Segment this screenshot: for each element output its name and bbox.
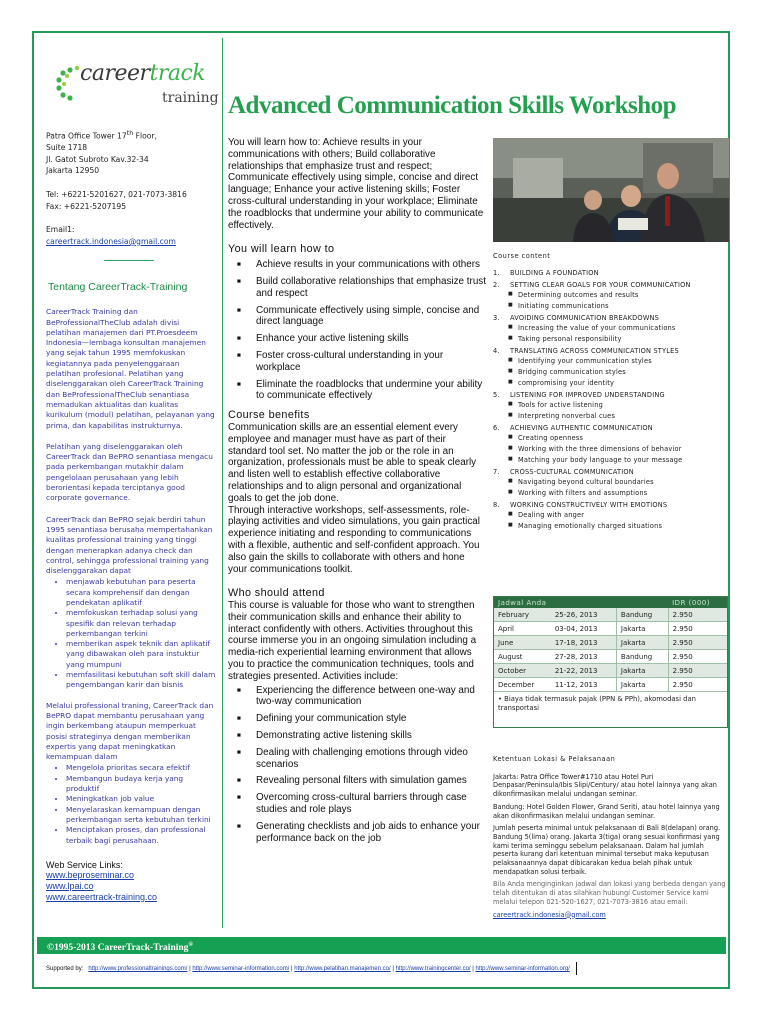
list-item: ■ Initiating communications (493, 302, 727, 310)
who-heading: Who should attend (228, 587, 325, 600)
location-email-link[interactable]: careertrack.indonesia@gmail.com (493, 910, 606, 919)
list-item: ■ Working with filters and assumptions (493, 489, 727, 497)
intro-paragraph: You will learn how to: Achieve results in your communications with others; Build collaborative relationships that emphasize trust and respect; Communicate effectively using simple, concise and direct language; Enhance your active listening skills; Foster cross-cultural understanding in your workplace; Eliminate the roadblocks that undermine your ability to communicate effectively. (228, 137, 484, 231)
schedule-note: • Biaya tidak termasuk pajak (PPN & PPh), akomodasi dan transportasi (494, 692, 727, 727)
module-item: 1. BUILDING A FOUNDATION (493, 269, 599, 277)
list-item: ■ Identifying your communication styles (493, 357, 727, 365)
list-item: ■ Demonstrating active listening skills (256, 730, 486, 742)
list-item: • memfokuskan terhadap solusi yang spesifik dan relevan terhadap perkembangan terkini (66, 608, 216, 639)
learn-list (228, 259, 486, 402)
divider (104, 260, 154, 261)
main-column (228, 137, 486, 849)
supporter-link[interactable]: http://www.seminar-information.org/ (475, 966, 570, 973)
who-paragraph: This course is valuable for those who want to strengthen their communication skills and enhance their ability to interact confidently with others. Activities throughout this course immerse you in an ongoing simulation including a media-rich experiential learning environment that allows you to practice the communication techniques, tools and strategies presented. Activities include: (228, 600, 477, 682)
list-item: ■ Generating checklists and job aids to enhance your performance back on the job (256, 821, 486, 845)
list-item: ■ Eliminate the roadblocks that undermine your ability to communicate effectively (256, 379, 486, 403)
table-row: April 03-04, 2013 Jakarta 2.950 (494, 622, 727, 636)
list-item: ■ Navigating beyond cultural boundaries (493, 478, 727, 486)
list-item: • memfasilitasi kebutuhan soft skill dalam pengembangan karir dan bisnis (66, 670, 216, 691)
left-column (46, 52, 219, 903)
list-item: ■ Enhance your active listening skills (256, 333, 486, 345)
list-item: ■ Dealing with challenging emotions through video scenarios (256, 747, 486, 771)
list-item: ■ Creating openness (493, 434, 727, 442)
list-item: • menjawab kebutuhan para peserta secara komprehensif dan dengan pendekatan aplikatif (66, 577, 216, 608)
about-list-1 (46, 577, 216, 690)
list-item: • Mengelola prioritas secara efektif (66, 763, 216, 773)
supporter-link[interactable]: http://www.seminar-information.com/ (192, 966, 290, 973)
column-divider (222, 38, 223, 928)
phone-line: Tel: +6221-5201627, 021-7073-3816 (46, 189, 187, 199)
link-careertrack[interactable]: www.careertrack-training.co (46, 891, 158, 902)
links-heading: Web Service Links: (46, 859, 123, 870)
list-item: ■ Increasing the value of your communications (493, 324, 727, 332)
list-item: • Membangun budaya kerja yang produktif (66, 774, 216, 795)
location-heading: Ketentuan Lokasi & Pelaksanaan (493, 755, 616, 763)
module-item: 7. CROSS-CULTURAL COMMUNICATION ■ Navigating beyond cultural boundaries ■ Working with filters and assumptions (493, 468, 727, 497)
table-row: December 11-12, 2013 Jakarta 2.950 (494, 678, 727, 692)
benefits-heading: Course benefits (228, 409, 310, 422)
module-item: 2. SETTING CLEAR GOALS FOR YOUR COMMUNICATION ■ Determining outcomes and results ■ Initiating communications (493, 281, 727, 310)
table-row: October 21-22, 2013 Jakarta 2.950 (494, 664, 727, 678)
list-item: ■ Foster cross-cultural understanding in your workplace (256, 350, 486, 374)
module-list (493, 269, 727, 530)
list-item: ■ Experiencing the difference between one-way and two-way communication (256, 685, 486, 709)
contact-address: Patra Office Tower 17th Floor, Suite 1718 Jl. Gatot Subroto Kav.32-34 Jakarta 12950 Tel: +6221-5201627, 021-7073-3816 Fax: +6221-5207195 Email1: careertrack.indonesia@gmail.com (46, 128, 216, 247)
module-item: 5. LISTENING FOR IMPROVED UNDERSTANDING ■ Tools for active listening ■ Interpreting nonverbal cues (493, 391, 727, 420)
list-item: • Menciptakan proses, dan professional terbaik bagi perusahaan. (66, 825, 216, 846)
list-item: ■ Determining outcomes and results (493, 291, 727, 299)
module-item: 4. TRANSLATING ACROSS COMMUNICATION STYLES ■ Identifying your communication styles ■ Bridging communication styles ■ compromising your identity (493, 347, 727, 387)
supporter-link[interactable]: http://www.trainingcenter.co/ (395, 966, 471, 973)
link-lpai[interactable]: www.lpai.co (46, 880, 94, 891)
logo-wordmark: careertrack (80, 61, 206, 86)
web-links (46, 870, 216, 903)
about-heading: Tentang CareerTrack-Training (48, 281, 188, 294)
about-list-2 (46, 763, 216, 845)
list-item: ■ Achieve results in your communications with others (256, 259, 486, 271)
page-title: Advanced Communication Skills Workshop (228, 92, 677, 119)
list-item: ■ Interpreting nonverbal cues (493, 412, 727, 420)
schedule-table (493, 596, 728, 728)
list-item: ■ Communicate effectively using simple, concise and direct language (256, 305, 486, 329)
list-item: ■ Bridging communication styles (493, 368, 727, 376)
course-content (493, 252, 727, 534)
course-heading: Course content (493, 252, 551, 260)
fax-line: Fax: +6221-5207195 (46, 201, 127, 211)
module-item: 3. AVOIDING COMMUNICATION BREAKDOWNS ■ Increasing the value of your communications ■ Taking personal responsibility (493, 314, 727, 343)
list-item: ■ Build collaborative relationships that emphasize trust and respect (256, 276, 486, 300)
list-item: ■ Dealing with anger (493, 511, 727, 519)
module-item: 6. ACHIEVING AUTHENTIC COMMUNICATION ■ Creating openness ■ Working with the three dimensions of behavior ■ Matching your body language to your message (493, 424, 727, 464)
list-item: ■ Managing emotionally charged situations (493, 522, 727, 530)
location-section: Ketentuan Lokasi & Pelaksanaan Jakarta: Patra Office Tower#1710 atau Hotel Puri Denpasar/Peninsula/Ibis Slipi/Century/ atau hotel lainnya yang akan dikonfirmasikan melalui undangan seminar. Bandung: Hotel Golden Flower, Grand Seriti, atau hotel lainnya yang akan dikonfirmasikan melalui undangan seminar. Jumlah peserta minimal untuk pelaksanaan di Bali 8(delapan) orang. Bandung 5(lima) orang. Jakarta 3(tiga) orang sesuai konfirmasi yang kami terima seminggu sebelum pelaksanaan. Dalam hal jumlah peserta kurang dari ketentuan minimal tersebut maka keputusan pelaksanaannya dapat dibicarakan kedua belah pihak untuk mendapatkan solusi terbaik. Bila Anda menginginkan jadwal dan lokasi yang berbeda dengan yang telah ditentukan di atas silahkan hubungi Customer Service kami melalui telepon 021-520-1627, 021-7073-3816 atau email: careertrack.indonesia@gmail.com (493, 755, 726, 919)
schedule-header: Jadwal Anda IDR (000) (494, 597, 727, 608)
table-row: August 27-28, 2013 Bandung 2.950 (494, 650, 727, 664)
list-item: ■ Tools for active listening (493, 401, 727, 409)
list-item: • Meningkatkan job value (66, 794, 216, 804)
company-logo (46, 52, 219, 120)
table-row: June 17-18, 2013 Jakarta 2.950 (494, 636, 727, 650)
supporter-link[interactable]: http://www.professionaltrainings.com/ (88, 966, 188, 973)
benefits-paragraph: Communication skills are an essential element every employee and manager must have as part of their standard tool set. No matter the job or the role in an organization, professionals must be able to speak clearly and listen well to establish effective collaborative relationships and to align personal and organizational goals to get the job done. (228, 421, 477, 504)
about-body: CareerTrack Training dan BeProfessionalTheClub adalah divisi pelatihan manajemen dari PT.Proesdeem Indonesia—lembaga konsultan manajemen yang sejak tahun 1995 memfokuskan kegiatannya pada penyelenggaraan pelatihan profesional. Pelatihan yang diselenggarakan oleh CareerTrack Training dan BeProfessionalTheClub senantiasa memadukan aktualitas dan kualitas kurikulum (modul) pelatihan, pelayanan yang prima, dan kapabilitas instrukturnya. Pelatihan yang diselenggarakan oleh CareerTrack dan BePRO senantiasa mengacu pada perkembangan mutakhir dalam pengelolaan perusahaan yang lebih berorientasi kepada terciptanya good corporate governance. CareerTrack dan BePRO sejak berdiri tahun 1995 senantiasa berusaha mempertahankan kualitas professional training yang tinggi dengan menerapkan adanya check dan control, sehingga professional training yang diselenggarakan dapat • menjawab kebutuhan para peserta secara komprehensif dan dengan pendekatan aplikatif • memfokuskan terhadap solusi yang spesifik dan relevan terhadap perkembangan terkini • memberikan aspek teknik dan aplikatif yang dibawakan oleh para instuktur yang mumpuni • memfasilitasi kebutuhan soft skill dalam pengembangan karir dan bisnis Melalui professional traning, CareerTrack dan BePRO dapat membantu perusahaan yang ingin berkembang ataupun memperkuat posisi strateginya dengan memberikan expertis yang dapat meningkatkan kemampuan dalam • Mengelola prioritas secara efektif • Membangun budaya kerja yang produktif • Meningkatkan job value • Menyelaraskan kemampuan dengan perkembangan serta kebutuhan terkini • Menciptakan proses, dan professional terbaik bagi perusahaan. (46, 307, 216, 846)
copyright-bar: ©1995-2013 CareerTrack-Training® (37, 937, 726, 954)
list-item: • memberikan aspek teknik dan aplikatif yang dibawakan oleh para instuktur yang mumpuni (66, 639, 216, 670)
list-item: ■ Taking personal responsibility (493, 335, 727, 343)
list-item: ■ compromising your identity (493, 379, 727, 387)
list-item: ■ Working with the three dimensions of behavior (493, 445, 727, 453)
business-people-photo (493, 138, 729, 242)
list-item: ■ Defining your communication style (256, 713, 486, 725)
table-row: February 25-26, 2013 Bandung 2.950 (494, 608, 727, 622)
module-item: 8. WORKING CONSTRUCTIVELY WITH EMOTIONS ■ Dealing with anger ■ Managing emotionally charged situations (493, 501, 727, 530)
learn-heading: You will learn how to (228, 243, 335, 256)
list-item: ■ Revealing personal filters with simulation games (256, 775, 486, 787)
email-link[interactable]: careertrack.indonesia@gmail.com (46, 236, 176, 246)
link-beproseminar[interactable]: www.beproseminar.co (46, 869, 135, 880)
list-item: ■ Overcoming cross-cultural barriers through case studies and role plays (256, 792, 486, 816)
benefits-paragraph: Through interactive workshops, self-assessments, role-playing activities and video simulations, you gain practical experience initiating and responding to communications with a flexible, authentic and self-confident approach. You also gain the skills to collaborate with others and hone your communications toolkit. (228, 504, 480, 575)
list-item: ■ Matching your body language to your message (493, 456, 727, 464)
supporters-line: Supported by: http://www.professionaltrainings.com/ | http://www.seminar-information.com/ | http://www.pelatihan.manajemen.co/ | http://www.trainingcenter.co/ | http://www.seminar-information.org/ (46, 962, 577, 975)
supporter-link[interactable]: http://www.pelatihan.manajemen.co/ (294, 966, 391, 973)
logo-subtitle: training (162, 90, 219, 106)
activities-list (228, 685, 486, 845)
list-item: • Menyelaraskan kemampuan dengan perkembangan serta kebutuhan terkini (66, 805, 216, 826)
